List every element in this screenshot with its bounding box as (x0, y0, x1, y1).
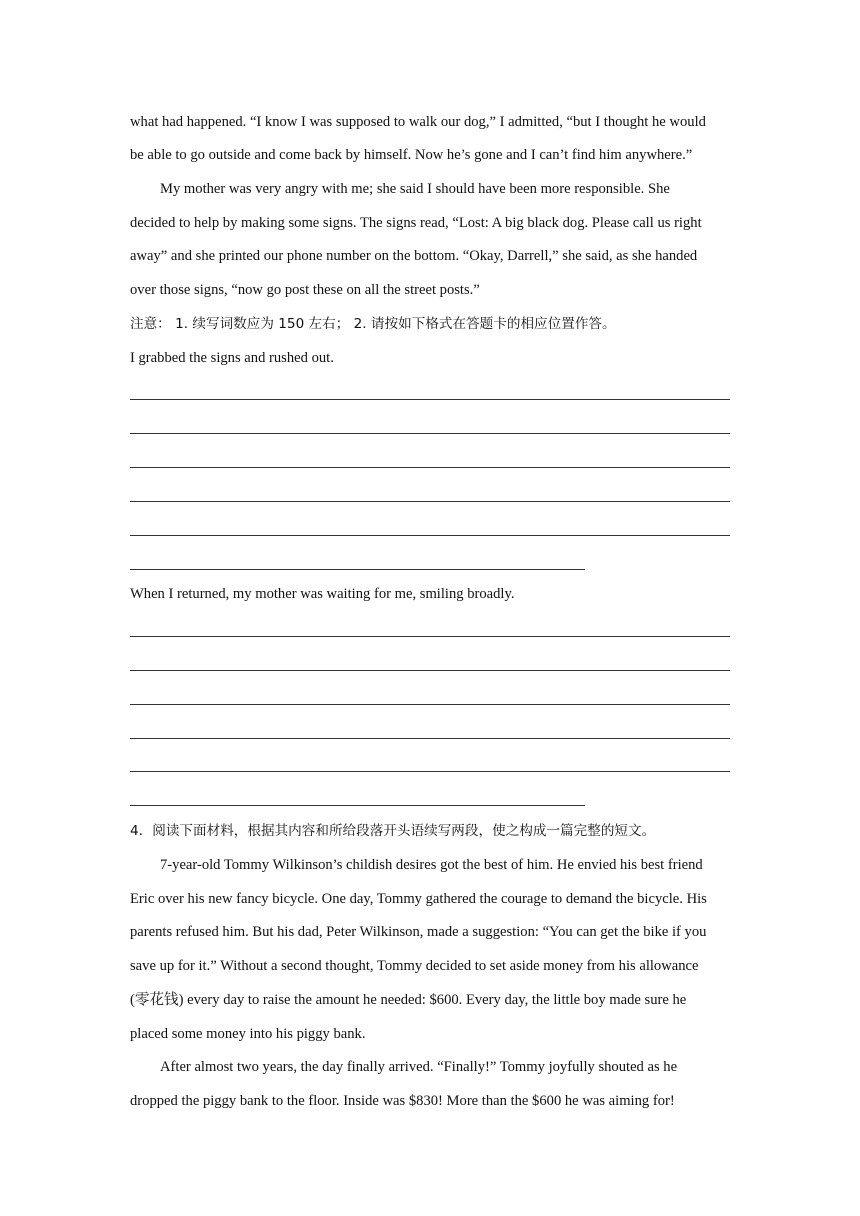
answer-line (130, 433, 730, 434)
answer-line (130, 738, 730, 739)
question-4-instruction: 4．阅读下面材料，根据其内容和所给段落开头语续写两段，使之构成一篇完整的短文。 (130, 823, 656, 839)
writing-note: 注意： 1. 续写词数应为 150 左右； 2. 请按如下格式在答题卡的相应位置作答。 (130, 316, 616, 332)
passage-line: what had happened. “I know I was supposed to walk our dog,” I admitted, “but I thought he would (130, 114, 706, 130)
answer-line (130, 399, 730, 400)
passage-line: over those signs, “now go post these on all the street posts.” (130, 282, 480, 298)
answer-line (130, 704, 730, 705)
passage-line: (零花钱) every day to raise the amount he needed: $600. Every day, the little boy made sure he (130, 992, 687, 1008)
passage-line: placed some money into his piggy bank. (130, 1026, 366, 1042)
passage-line: dropped the piggy bank to the floor. Inside was $830! More than the $600 he was aiming for! (130, 1093, 675, 1109)
paragraph-2-opening: When I returned, my mother was waiting for me, smiling broadly. (130, 586, 515, 602)
answer-line (130, 771, 730, 772)
passage-line: After almost two years, the day finally arrived. “Finally!” Tommy joyfully shouted as he (160, 1059, 678, 1075)
passage-line: 7-year-old Tommy Wilkinson’s childish desires got the best of him. He envied his best friend (160, 857, 703, 873)
answer-line (130, 569, 585, 570)
passage-line: away” and she printed our phone number on the bottom. “Okay, Darrell,” she said, as she handed (130, 248, 698, 264)
answer-line (130, 535, 730, 536)
passage-line: decided to help by making some signs. The signs read, “Lost: A big black dog. Please call us right (130, 215, 702, 231)
passage-line: parents refused him. But his dad, Peter Wilkinson, made a suggestion: “You can get the bike if you (130, 924, 707, 940)
answer-line (130, 501, 730, 502)
passage-line: Eric over his new fancy bicycle. One day, Tommy gathered the courage to demand the bicycle. His (130, 891, 707, 907)
answer-line (130, 636, 730, 637)
answer-line (130, 467, 730, 468)
answer-line (130, 805, 585, 806)
answer-line (130, 670, 730, 671)
passage-line: My mother was very angry with me; she said I should have been more responsible. She (160, 181, 670, 197)
paragraph-1-opening: I grabbed the signs and rushed out. (130, 350, 334, 366)
passage-line: save up for it.” Without a second thought, Tommy decided to set aside money from his allowance (130, 958, 699, 974)
passage-line: be able to go outside and come back by himself. Now he’s gone and I can’t find him anywhere.” (130, 147, 693, 163)
